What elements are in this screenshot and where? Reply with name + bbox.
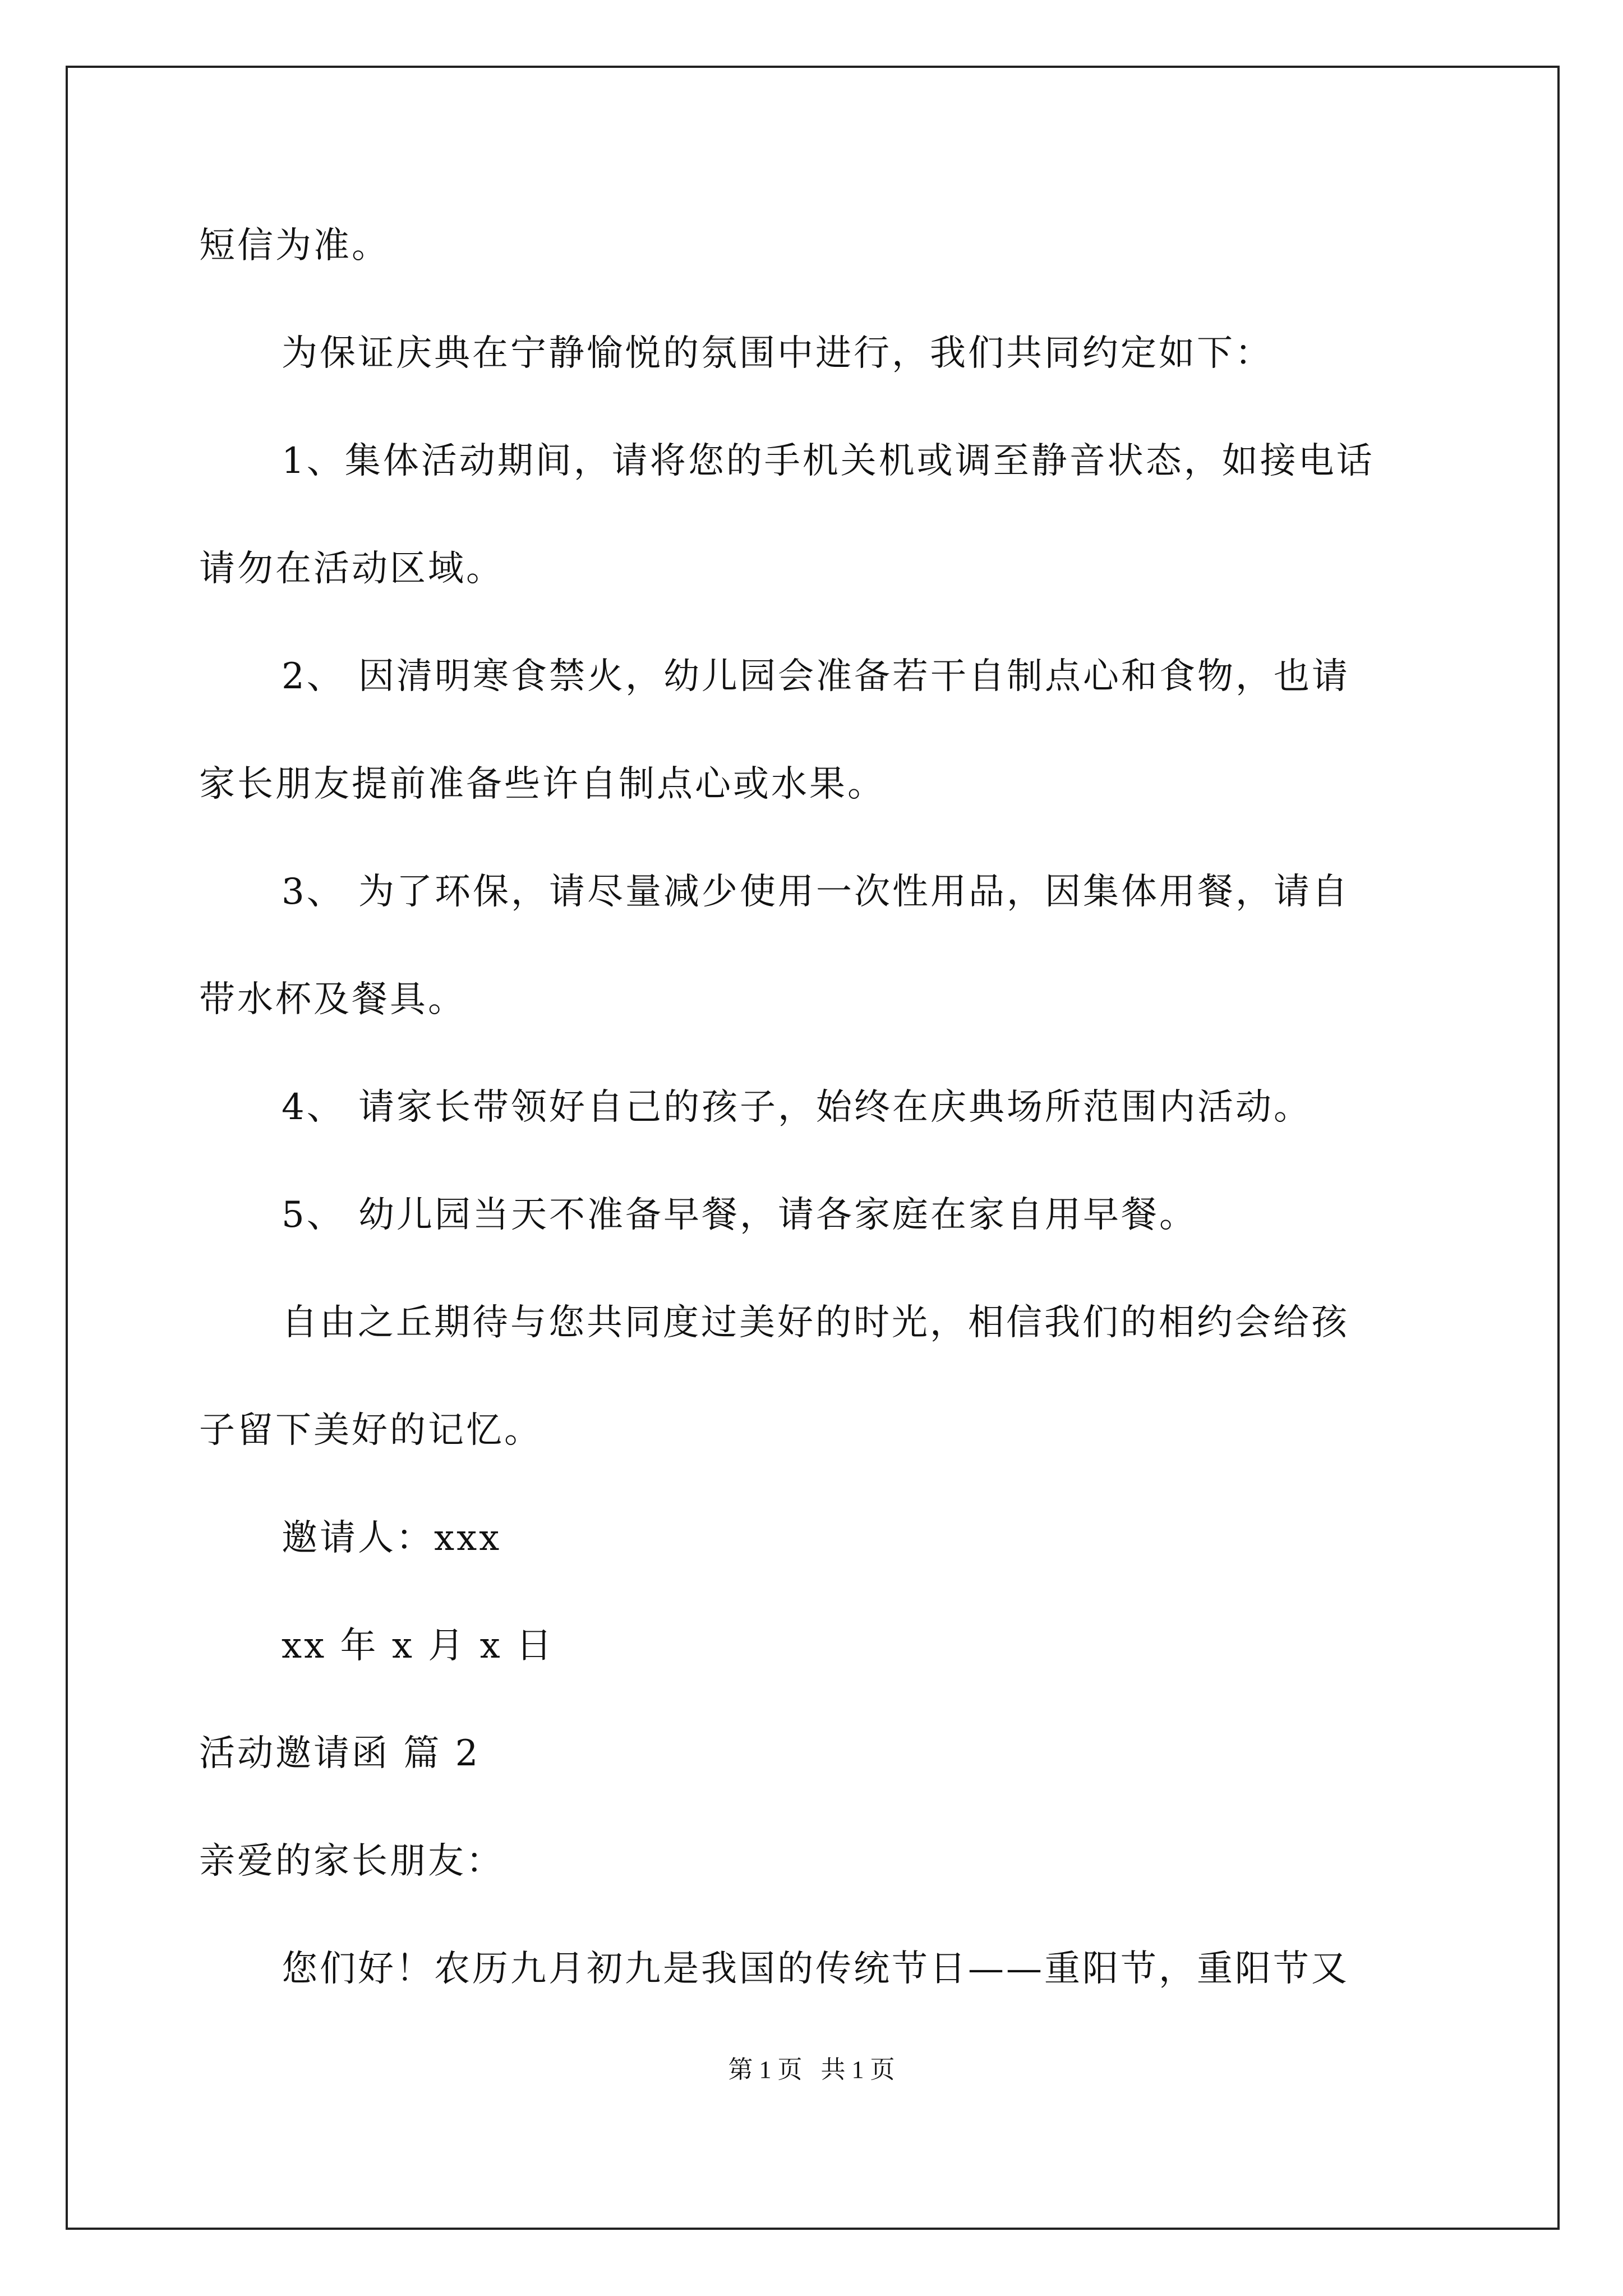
- body-line: 家长朋友提前准备些许自制点心或水果。: [199, 763, 886, 805]
- date-line: xx 年 x 月 x 日: [282, 1625, 555, 1667]
- body-line: 短信为准。: [199, 225, 390, 266]
- body-line: 为保证庆典在宁静愉悦的氛围中进行，我们共同约定如下：: [282, 333, 1273, 374]
- body-line: 带水杯及餐具。: [199, 979, 466, 1020]
- body-line: 2、 因清明寒食禁火，幼儿园会准备若干自制点心和食物，也请: [282, 656, 1350, 697]
- body-line: 自由之丘期待与您共同度过美好的时光，相信我们的相约会给孩: [282, 1302, 1349, 1343]
- body-line: 3、 为了环保，请尽量减少使用一次性用品，因集体用餐，请自: [282, 871, 1350, 913]
- section-heading: 活动邀请函 篇 2: [199, 1733, 481, 1774]
- body-line: 请勿在活动区域。: [199, 548, 504, 590]
- page-border: [66, 66, 1560, 2230]
- body-line: 4、 请家长带领好自己的孩子，始终在庆典场所范围内活动。: [282, 1087, 1312, 1128]
- body-line: 1、集体活动期间，请将您的手机关机或调至静音状态，如接电话: [282, 440, 1375, 482]
- inviter-line: 邀请人：xxx: [282, 1517, 502, 1559]
- body-line: 子留下美好的记忆。: [199, 1410, 542, 1451]
- salutation-line: 亲爱的家长朋友：: [199, 1841, 504, 1882]
- body-line: 您们好！农历九月初九是我国的传统节日——重阳节，重阳节又: [282, 1948, 1349, 1990]
- page-footer: 第 1 页 共 1 页: [728, 2056, 895, 2083]
- body-line: 5、 幼儿园当天不准备早餐，请各家庭在家自用早餐。: [282, 1194, 1198, 1236]
